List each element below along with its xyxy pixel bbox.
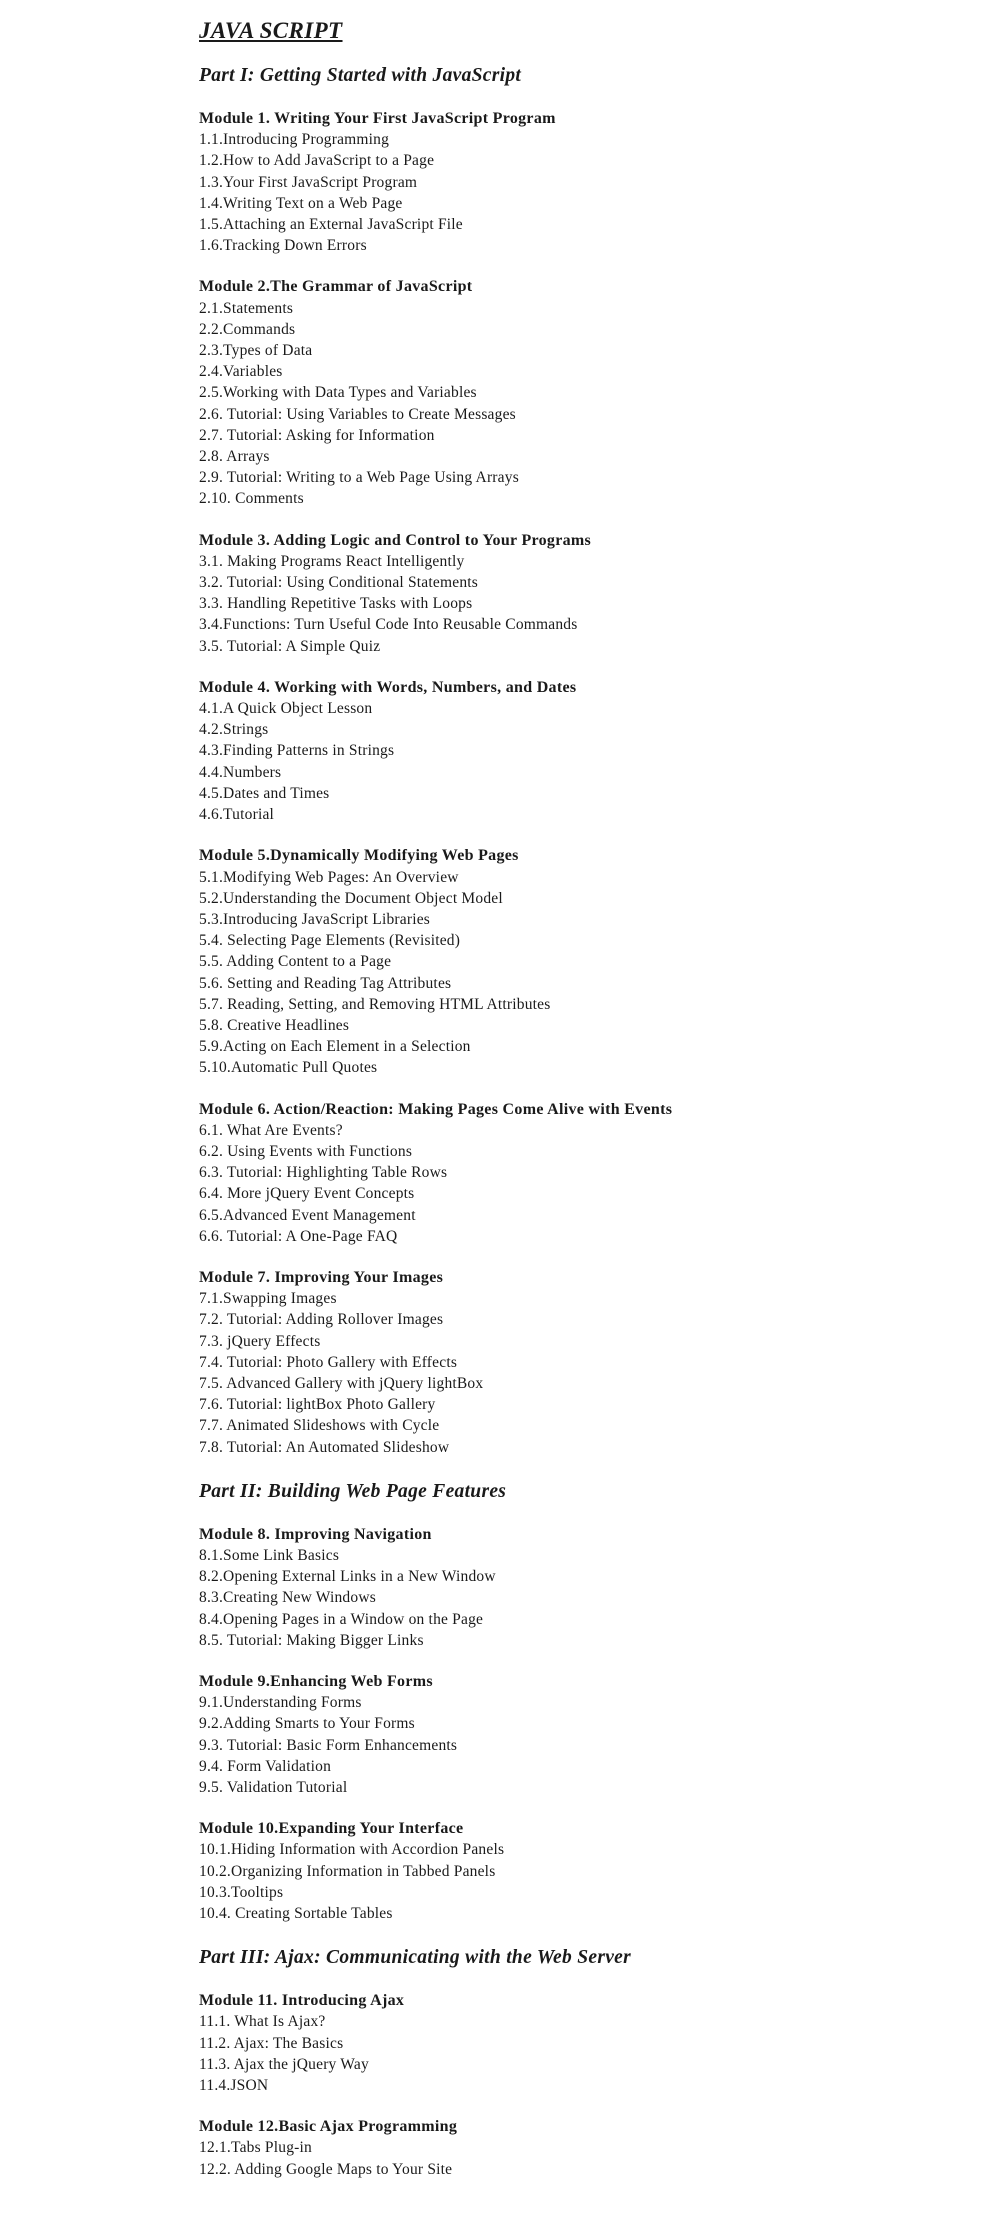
module-block bbox=[199, 677, 979, 825]
list-item: 5.1.Modifying Web Pages: An Overview bbox=[199, 868, 459, 886]
module-item-list bbox=[199, 698, 979, 825]
list-item: 6.2. Using Events with Functions bbox=[199, 1142, 413, 1160]
list-item: 6.4. More jQuery Event Concepts bbox=[199, 1185, 415, 1203]
module-item-list bbox=[199, 2137, 979, 2179]
list-item: 7.6. Tutorial: lightBox Photo Gallery bbox=[199, 1396, 436, 1414]
module-title: Module 8. Improving Navigation bbox=[199, 1525, 432, 1543]
list-item: 12.2. Adding Google Maps to Your Site bbox=[199, 2160, 453, 2178]
module-item-list bbox=[199, 1545, 979, 1651]
list-item: 5.5. Adding Content to a Page bbox=[199, 953, 392, 971]
module-block bbox=[199, 845, 979, 1078]
list-item: 12.1.Tabs Plug-in bbox=[199, 2139, 312, 2157]
part-title: Part III: Ajax: Communicating with the Web Server bbox=[199, 1947, 632, 1969]
module-title: Module 4. Working with Words, Numbers, and Dates bbox=[199, 678, 577, 696]
list-item: 6.3. Tutorial: Highlighting Table Rows bbox=[199, 1164, 448, 1182]
list-item: 11.3. Ajax the jQuery Way bbox=[199, 2055, 369, 2073]
list-item: 4.6.Tutorial bbox=[199, 806, 275, 824]
list-item: 6.6. Tutorial: A One-Page FAQ bbox=[199, 1227, 398, 1245]
list-item: 7.5. Advanced Gallery with jQuery lightBox bbox=[199, 1374, 484, 1392]
module-item-list bbox=[199, 298, 979, 510]
module-block bbox=[199, 108, 979, 256]
module-title: Module 12.Basic Ajax Programming bbox=[199, 2118, 458, 2136]
list-item: 9.2.Adding Smarts to Your Forms bbox=[199, 1715, 415, 1733]
module-block bbox=[199, 2116, 979, 2180]
list-item: 3.5. Tutorial: A Simple Quiz bbox=[199, 637, 381, 655]
module-item-list bbox=[199, 1839, 979, 1924]
module-item-list bbox=[199, 867, 979, 1079]
list-item: 1.6.Tracking Down Errors bbox=[199, 237, 367, 255]
list-item: 11.1. What Is Ajax? bbox=[199, 2013, 326, 2031]
list-item: 5.3.Introducing JavaScript Libraries bbox=[199, 910, 431, 928]
list-item: 9.5. Validation Tutorial bbox=[199, 1779, 348, 1797]
list-item: 2.6. Tutorial: Using Variables to Create Messages bbox=[199, 405, 516, 423]
list-item: 6.1. What Are Events? bbox=[199, 1121, 343, 1139]
module-title: Module 9.Enhancing Web Forms bbox=[199, 1673, 433, 1690]
module-block bbox=[199, 1524, 979, 1651]
list-item: 2.2.Commands bbox=[199, 320, 296, 338]
list-item: 6.5.Advanced Event Management bbox=[199, 1206, 416, 1224]
list-item: 3.3. Handling Repetitive Tasks with Loops bbox=[199, 595, 473, 613]
module-block bbox=[199, 1267, 979, 1458]
list-item: 7.1.Swapping Images bbox=[199, 1290, 337, 1308]
list-item: 3.4.Functions: Turn Useful Code Into Reusable Commands bbox=[199, 616, 578, 634]
list-item: 2.1.Statements bbox=[199, 299, 294, 317]
list-item: 2.5.Working with Data Types and Variables bbox=[199, 384, 477, 402]
module-item-list bbox=[199, 129, 979, 256]
module-title: Module 5.Dynamically Modifying Web Pages bbox=[199, 847, 519, 865]
list-item: 8.5. Tutorial: Making Bigger Links bbox=[199, 1631, 424, 1649]
list-item: 2.4.Variables bbox=[199, 363, 283, 381]
module-block bbox=[199, 1818, 979, 1924]
list-item: 5.4. Selecting Page Elements (Revisited) bbox=[199, 932, 461, 950]
module-block bbox=[199, 1099, 979, 1247]
document-title: JAVA SCRIPT bbox=[199, 18, 343, 43]
list-item: 8.2.Opening External Links in a New Window bbox=[199, 1568, 496, 1586]
list-item: 2.7. Tutorial: Asking for Information bbox=[199, 426, 435, 444]
list-item: 4.2.Strings bbox=[199, 721, 269, 739]
list-item: 8.4.Opening Pages in a Window on the Page bbox=[199, 1610, 484, 1628]
list-item: 7.4. Tutorial: Photo Gallery with Effects bbox=[199, 1353, 458, 1371]
list-item: 5.7. Reading, Setting, and Removing HTML Attributes bbox=[199, 995, 551, 1013]
list-item: 10.1.Hiding Information with Accordion Panels bbox=[199, 1841, 505, 1859]
list-item: 9.4. Form Validation bbox=[199, 1757, 332, 1775]
list-item: 9.3. Tutorial: Basic Form Enhancements bbox=[199, 1736, 458, 1754]
module-title: Module 10.Expanding Your Interface bbox=[199, 1820, 464, 1838]
list-item: 7.2. Tutorial: Adding Rollover Images bbox=[199, 1311, 444, 1329]
module-title: Module 1. Writing Your First JavaScript Program bbox=[199, 110, 556, 127]
list-item: 4.5.Dates and Times bbox=[199, 784, 330, 802]
part-title: Part I: Getting Started with JavaScript bbox=[199, 65, 522, 86]
part-section bbox=[199, 62, 979, 1458]
list-item: 9.1.Understanding Forms bbox=[199, 1694, 362, 1712]
list-item: 11.4.JSON bbox=[199, 2077, 269, 2095]
list-item: 5.9.Acting on Each Element in a Selection bbox=[199, 1038, 471, 1056]
list-item: 8.1.Some Link Basics bbox=[199, 1546, 340, 1564]
module-title: Module 3. Adding Logic and Control to Your Programs bbox=[199, 531, 592, 549]
list-item: 7.3. jQuery Effects bbox=[199, 1332, 321, 1350]
module-title: Module 7. Improving Your Images bbox=[199, 1268, 444, 1286]
list-item: 7.7. Animated Slideshows with Cycle bbox=[199, 1417, 440, 1435]
list-item: 1.2.How to Add JavaScript to a Page bbox=[199, 152, 435, 170]
list-item: 11.2. Ajax: The Basics bbox=[199, 2034, 344, 2052]
list-item: 3.1. Making Programs React Intelligently bbox=[199, 552, 465, 570]
list-item: 10.2.Organizing Information in Tabbed Panels bbox=[199, 1862, 496, 1880]
list-item: 5.8. Creative Headlines bbox=[199, 1016, 350, 1034]
module-block bbox=[199, 1671, 979, 1798]
module-block bbox=[199, 1990, 979, 2096]
list-item: 1.3.Your First JavaScript Program bbox=[199, 173, 418, 191]
module-item-list bbox=[199, 551, 979, 657]
list-item: 5.6. Setting and Reading Tag Attributes bbox=[199, 974, 452, 992]
list-item: 2.3.Types of Data bbox=[199, 342, 313, 360]
module-title: Module 11. Introducing Ajax bbox=[199, 1992, 405, 2010]
part-title: Part II: Building Web Page Features bbox=[199, 1480, 507, 1502]
list-item: 3.2. Tutorial: Using Conditional Statements bbox=[199, 574, 479, 592]
list-item: 4.1.A Quick Object Lesson bbox=[199, 700, 373, 718]
parts-container bbox=[199, 62, 979, 2180]
module-title: Module 6. Action/Reaction: Making Pages Come Alive with Events bbox=[199, 1100, 673, 1118]
module-item-list bbox=[199, 1692, 979, 1798]
list-item: 1.1.Introducing Programming bbox=[199, 131, 390, 149]
list-item: 2.9. Tutorial: Writing to a Web Page Using Arrays bbox=[199, 469, 519, 487]
list-item: 10.3.Tooltips bbox=[199, 1883, 284, 1901]
list-item: 5.2.Understanding the Document Object Model bbox=[199, 889, 503, 907]
list-item: 1.4.Writing Text on a Web Page bbox=[199, 194, 403, 212]
syllabus-document bbox=[199, 14, 979, 2200]
part-section bbox=[199, 1944, 979, 2180]
module-item-list bbox=[199, 1288, 979, 1458]
module-item-list bbox=[199, 2011, 979, 2096]
list-item: 8.3.Creating New Windows bbox=[199, 1589, 376, 1607]
module-block bbox=[199, 276, 979, 509]
list-item: 4.3.Finding Patterns in Strings bbox=[199, 742, 395, 760]
list-item: 2.10. Comments bbox=[199, 490, 304, 508]
module-item-list bbox=[199, 1120, 979, 1247]
module-title: Module 2.The Grammar of JavaScript bbox=[199, 278, 473, 296]
list-item: 7.8. Tutorial: An Automated Slideshow bbox=[199, 1438, 450, 1456]
list-item: 5.10.Automatic Pull Quotes bbox=[199, 1059, 378, 1077]
list-item: 1.5.Attaching an External JavaScript File bbox=[199, 216, 463, 234]
list-item: 10.4. Creating Sortable Tables bbox=[199, 1905, 393, 1923]
list-item: 2.8. Arrays bbox=[199, 448, 270, 466]
module-block bbox=[199, 530, 979, 657]
part-section bbox=[199, 1478, 979, 1924]
list-item: 4.4.Numbers bbox=[199, 763, 282, 781]
